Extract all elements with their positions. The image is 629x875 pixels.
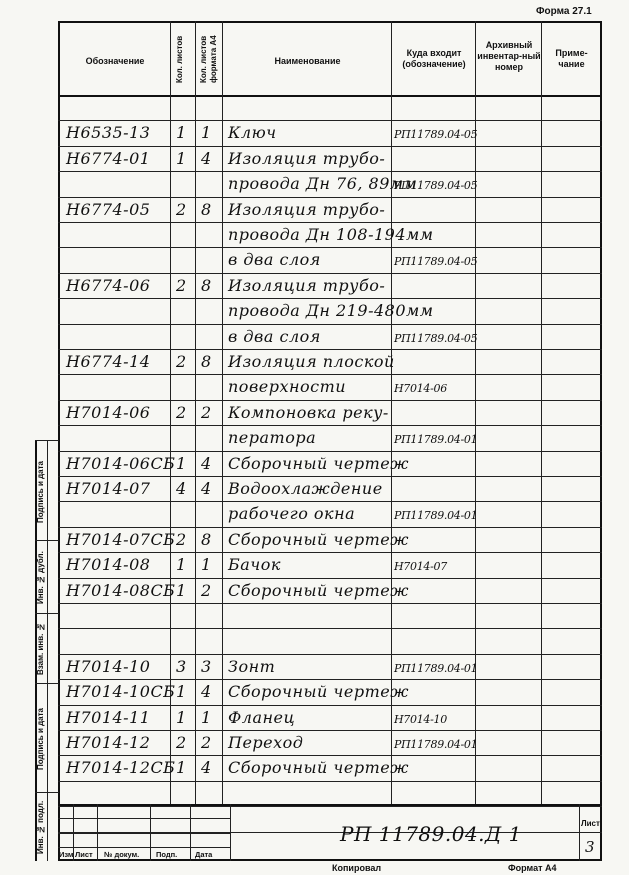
cell-name: рабочего окна bbox=[228, 504, 356, 523]
row-divider bbox=[58, 324, 602, 325]
side-inv-orig: Инв. № подл. bbox=[36, 800, 45, 854]
cell-name: Сборочный чертеж bbox=[228, 454, 409, 473]
row-divider bbox=[58, 349, 602, 350]
stamp-col bbox=[150, 804, 151, 861]
cell-where-used: РП11789.04-01 bbox=[394, 433, 478, 446]
stamp-line bbox=[58, 833, 230, 834]
frame-top bbox=[58, 21, 602, 23]
cell-sheets-format: 8 bbox=[201, 200, 212, 219]
header-where-used: Куда входит (обозначение) bbox=[402, 48, 466, 69]
header-sheets-format: Кол. листов формата А4 bbox=[199, 35, 218, 83]
cell-where-used: Н7014-06 bbox=[394, 382, 447, 395]
cell-sheets-count: 2 bbox=[176, 403, 187, 422]
row-divider bbox=[58, 603, 602, 604]
cell-designation: Н6774-05 bbox=[66, 200, 151, 219]
side-strip-divider bbox=[35, 540, 59, 541]
cell-where-used: РП11789.04-01 bbox=[394, 738, 478, 751]
cell-name: Сборочный чертеж bbox=[228, 530, 409, 549]
stamp-col bbox=[97, 804, 98, 861]
cell-sheets-format: 2 bbox=[201, 581, 212, 600]
cell-name: Фланец bbox=[228, 708, 296, 727]
cell-designation: Н7014-08СБ bbox=[66, 581, 176, 600]
cell-designation: Н7014-07 bbox=[66, 479, 151, 498]
stamp-col-izm: Изм bbox=[59, 850, 74, 859]
row-divider bbox=[58, 806, 602, 807]
side-sign-date-top: Подпись и дата bbox=[36, 461, 45, 523]
cell-sheets-count: 2 bbox=[176, 352, 187, 371]
cell-designation: Н7014-06СБ bbox=[66, 454, 176, 473]
row-divider bbox=[58, 781, 602, 782]
cell-sheets-count: 2 bbox=[176, 733, 187, 752]
side-inv-dup: Инв. № дубл. bbox=[36, 551, 45, 605]
cell-name: провода Дн 108-194мм bbox=[228, 225, 434, 244]
side-strip-divider bbox=[35, 440, 59, 441]
side-replace-inv: Взам. инв. № bbox=[36, 622, 45, 676]
cell-where-used: Н7014-07 bbox=[394, 560, 447, 573]
row-divider bbox=[58, 247, 602, 248]
cell-name: Переход bbox=[228, 733, 304, 752]
stamp-sheet-label: Лист bbox=[581, 819, 600, 828]
cell-sheets-format: 4 bbox=[201, 149, 212, 168]
cell-name: Сборочный чертеж bbox=[228, 581, 409, 600]
cell-name: провода Дн 76, 89мм bbox=[228, 174, 418, 193]
cell-sheets-count: 1 bbox=[176, 682, 187, 701]
cell-sheets-format: 4 bbox=[201, 479, 212, 498]
row-divider bbox=[58, 120, 602, 121]
stamp-designation: РП 11789.04.Д 1 bbox=[340, 822, 522, 846]
row-divider bbox=[58, 425, 602, 426]
row-divider bbox=[58, 501, 602, 502]
cell-designation: Н6535-13 bbox=[66, 123, 151, 142]
cell-sheets-format: 2 bbox=[201, 403, 212, 422]
cell-sheets-format: 4 bbox=[201, 682, 212, 701]
cell-sheets-format: 2 bbox=[201, 733, 212, 752]
cell-designation: Н6774-01 bbox=[66, 149, 151, 168]
cell-sheets-format: 1 bbox=[201, 708, 212, 727]
row-divider bbox=[58, 527, 602, 528]
frame-left bbox=[58, 21, 60, 861]
cell-sheets-format: 3 bbox=[201, 657, 212, 676]
row-divider bbox=[58, 476, 602, 477]
stamp-line bbox=[58, 818, 230, 819]
cell-sheets-count: 1 bbox=[176, 123, 187, 142]
cell-where-used: РП11789.04-01 bbox=[394, 662, 478, 675]
cell-designation: Н6774-14 bbox=[66, 352, 151, 371]
row-divider bbox=[58, 679, 602, 680]
row-divider bbox=[58, 273, 602, 274]
form-label: Форма 27.1 bbox=[536, 6, 592, 17]
cell-name: в два слоя bbox=[228, 250, 321, 269]
cell-name: Водоохлаждение bbox=[228, 479, 383, 498]
frame-bottom bbox=[58, 859, 602, 861]
row-divider bbox=[58, 730, 602, 731]
cell-sheets-count: 2 bbox=[176, 200, 187, 219]
cell-sheets-count: 3 bbox=[176, 657, 187, 676]
stamp-col-date: Дата bbox=[195, 850, 213, 859]
cell-name: Компоновка реку- bbox=[228, 403, 389, 422]
col-line bbox=[222, 21, 223, 804]
cell-sheets-count: 4 bbox=[176, 479, 187, 498]
row-divider bbox=[58, 197, 602, 198]
stamp-col-sign: Подп. bbox=[156, 850, 178, 859]
cell-name: ператора bbox=[228, 428, 317, 447]
cell-sheets-count: 1 bbox=[176, 758, 187, 777]
cell-sheets-count: 1 bbox=[176, 555, 187, 574]
stamp-top bbox=[58, 804, 602, 806]
row-divider bbox=[58, 451, 602, 452]
cell-name: Изоляция плоской bbox=[228, 352, 395, 371]
cell-sheets-format: 4 bbox=[201, 758, 212, 777]
cell-name: Зонт bbox=[228, 657, 276, 676]
stamp-line bbox=[58, 847, 230, 848]
row-divider bbox=[58, 374, 602, 375]
cell-name: Ключ bbox=[228, 123, 277, 142]
col-line bbox=[541, 21, 542, 804]
side-sign-date-bottom: Подпись и дата bbox=[36, 708, 45, 770]
cell-sheets-count: 2 bbox=[176, 276, 187, 295]
row-divider bbox=[58, 628, 602, 629]
cell-designation: Н7014-06 bbox=[66, 403, 151, 422]
side-strip-divider bbox=[35, 683, 59, 684]
header-archive-number: Архивный инвентар-ный номер bbox=[477, 40, 541, 72]
cell-name: Изоляция трубо- bbox=[228, 200, 386, 219]
frame-right bbox=[600, 21, 602, 861]
row-divider bbox=[58, 146, 602, 147]
cell-sheets-count: 1 bbox=[176, 149, 187, 168]
cell-name: Бачок bbox=[228, 555, 281, 574]
cell-sheets-count: 1 bbox=[176, 454, 187, 473]
cell-sheets-format: 8 bbox=[201, 352, 212, 371]
stamp-sheet-number: 3 bbox=[585, 838, 596, 856]
row-divider bbox=[58, 552, 602, 553]
cell-designation: Н7014-10 bbox=[66, 657, 151, 676]
row-divider bbox=[58, 400, 602, 401]
footer-copied: Копировал bbox=[332, 863, 382, 873]
cell-name: поверхности bbox=[228, 377, 347, 396]
footer-format: Формат А4 bbox=[508, 863, 557, 873]
cell-designation: Н7014-10СБ bbox=[66, 682, 176, 701]
cell-where-used: Н7014-10 bbox=[394, 713, 447, 726]
side-strip-divider bbox=[35, 613, 59, 614]
cell-name: в два слоя bbox=[228, 327, 321, 346]
header-designation: Обозначение bbox=[85, 56, 145, 66]
cell-sheets-count: 1 bbox=[176, 708, 187, 727]
cell-name: Изоляция трубо- bbox=[228, 149, 386, 168]
header-name: Наименование bbox=[274, 56, 341, 66]
cell-sheets-format: 1 bbox=[201, 123, 212, 142]
side-strip-divider bbox=[35, 792, 59, 793]
header-sheets-count: Кол. листов bbox=[175, 35, 184, 83]
cell-designation: Н7014-12 bbox=[66, 733, 151, 752]
cell-designation: Н6774-06 bbox=[66, 276, 151, 295]
cell-designation: Н7014-07СБ bbox=[66, 530, 176, 549]
row-divider bbox=[58, 654, 602, 655]
stamp-col bbox=[190, 804, 191, 861]
cell-designation: Н7014-08 bbox=[66, 555, 151, 574]
row-divider bbox=[58, 578, 602, 579]
cell-sheets-count: 2 bbox=[176, 530, 187, 549]
row-divider bbox=[58, 705, 602, 706]
cell-name: Сборочный чертеж bbox=[228, 758, 409, 777]
cell-where-used: РП11789.04-05 bbox=[394, 255, 478, 268]
row-divider bbox=[58, 171, 602, 172]
stamp-col-doc: № докум. bbox=[104, 850, 140, 859]
cell-sheets-format: 1 bbox=[201, 555, 212, 574]
stamp-line bbox=[579, 832, 601, 833]
cell-sheets-format: 4 bbox=[201, 454, 212, 473]
side-strip-line bbox=[47, 440, 48, 861]
cell-designation: Н7014-12СБ bbox=[66, 758, 176, 777]
header-note: Приме-чание bbox=[555, 48, 588, 69]
cell-where-used: РП11789.04-05 bbox=[394, 179, 478, 192]
header-divider bbox=[58, 95, 602, 97]
cell-designation: Н7014-11 bbox=[66, 708, 151, 727]
cell-name: Изоляция трубо- bbox=[228, 276, 386, 295]
row-divider bbox=[58, 755, 602, 756]
cell-sheets-format: 8 bbox=[201, 276, 212, 295]
cell-where-used: РП11789.04-05 bbox=[394, 332, 478, 345]
stamp-col-list: Лист bbox=[75, 850, 93, 859]
stamp-col bbox=[230, 804, 231, 861]
cell-name: провода Дн 219-480мм bbox=[228, 301, 434, 320]
row-divider bbox=[58, 222, 602, 223]
cell-where-used: РП11789.04-05 bbox=[394, 128, 478, 141]
cell-where-used: РП11789.04-01 bbox=[394, 509, 478, 522]
cell-sheets-format: 8 bbox=[201, 530, 212, 549]
cell-sheets-count: 1 bbox=[176, 581, 187, 600]
cell-name: Сборочный чертеж bbox=[228, 682, 409, 701]
row-divider bbox=[58, 298, 602, 299]
col-line bbox=[195, 21, 196, 804]
